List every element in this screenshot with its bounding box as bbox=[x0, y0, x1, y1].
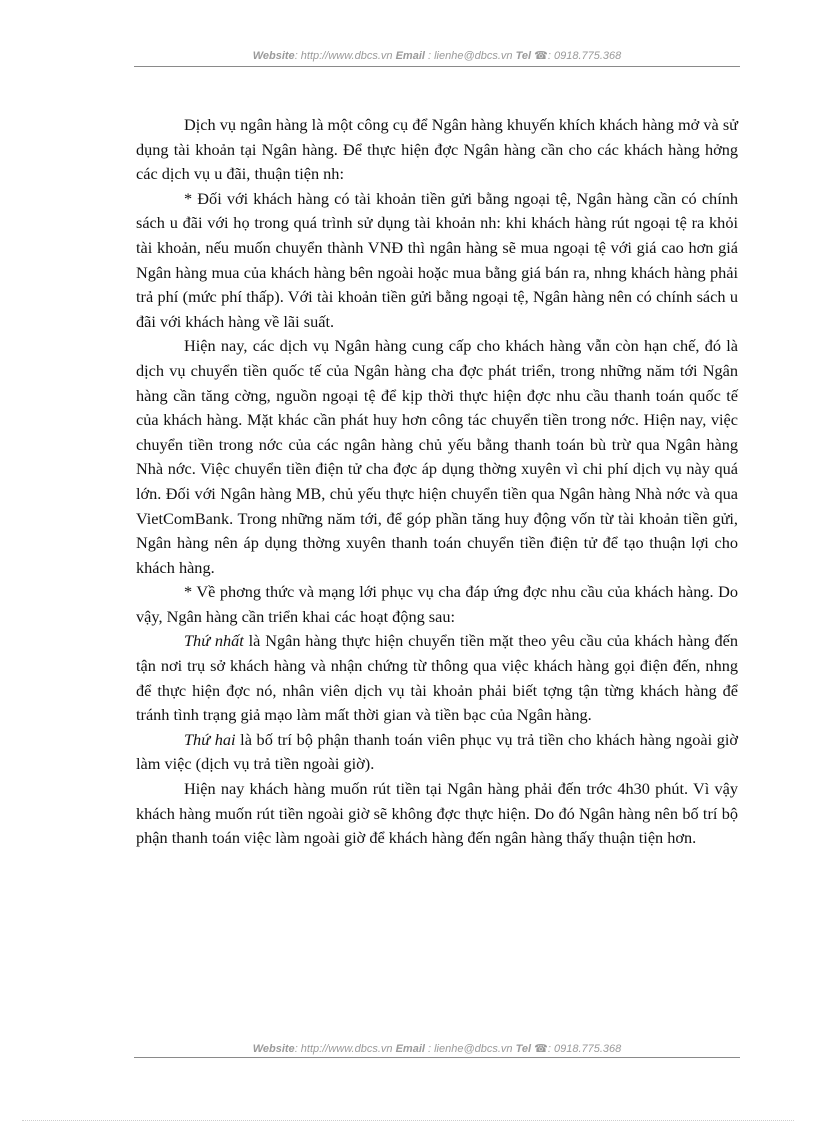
paragraph-current-services: Hiện nay, các dịch vụ Ngân hàng cung cấp cho khách hàng vẫn còn hạn chế, đó là dịch vụ chuyển tiền quốc tế của Ngân hàng cha đợc phát triển, trong những năm tới Ngân hàng cần tăng cờng, nguồn ngoại tệ để kịp thời thực hiện đợc nhu cầu thanh toán quốc tế của khách hàng. Mặt khác cần phát huy hơn công tác chuyển tiền trong nớc. Hiện nay, việc chuyển tiền trong nớc của các ngân hàng chủ yếu bằng thanh toán bù trừ qua Ngân hàng Nhà nớc. Việc chuyển tiền điện tử cha đợc áp dụng thờng xuyên vì chi phí dịch vụ này quá lớn. Đối với Ngân hàng MB, chủ yếu thực hiện chuyển tiền qua Ngân hàng Nhà nớc và qua VietComBank. Trong những năm tới, để góp phần tăng huy động vốn từ tài khoản tiền gửi, Ngân hàng nên áp dụng thờng xuyên thanh toán chuyển tiền điện tử để tạo thuận lợi cho khách hàng. bbox=[136, 336, 738, 577]
paragraph-first-point bbox=[136, 629, 738, 727]
paragraph-intro: Dịch vụ ngân hàng là một công cụ để Ngân hàng khuyến khích khách hàng mở và sử dụng tài khoản tại Ngân hàng. Để thực hiện đợc Ngân hàng cần cho các khách hàng hởng các dịch vụ u đãi, thuận tiện nh: bbox=[136, 115, 738, 184]
header-divider bbox=[134, 66, 740, 67]
first-point-lead: Thứ nhất bbox=[184, 631, 244, 651]
page-footer bbox=[134, 1042, 740, 1056]
footer-email-value: : lienhe@dbcs.vn bbox=[428, 1043, 513, 1055]
second-point-lead: Thứ hai bbox=[184, 729, 236, 749]
second-point-text: là bố trí bộ phận thanh toán viên phục vụ trả tiền cho khách hàng ngoài giờ làm việc (dịch vụ trả tiền ngoài giờ). bbox=[136, 729, 739, 774]
footer-tel-label: Tel bbox=[515, 1043, 532, 1055]
page-header bbox=[134, 49, 740, 63]
header-website-value: : http://www.dbcs.vn bbox=[294, 50, 393, 62]
paragraph-withdrawal: Hiện nay khách hàng muốn rút tiền tại Ngân hàng phải đến trớc 4h30 phút. Vì vậy khách hàng muốn rút tiền ngoài giờ sẽ không đợc thực hiện. Do đó Ngân hàng nên bố trí bộ phận thanh toán việc làm ngoài giờ để khách hàng đến ngân hàng thấy thuận tiện hơn. bbox=[136, 779, 738, 848]
page-bottom-edge bbox=[22, 1120, 794, 1121]
paragraph-foreign-currency: * Đối với khách hàng có tài khoản tiền gửi bằng ngoại tệ, Ngân hàng cần có chính sách u đãi với họ trong quá trình sử dụng tài khoản nh: khi khách hàng rút ngoại tệ ra khỏi tài khoản, nếu muốn chuyển thành VNĐ thì ngân hàng sẽ mua ngoại tệ với giá cao hơn giá Ngân hàng mua của khách hàng bên ngoài hoặc mua bằng giá bán ra, nhng khách hàng phải trả phí (mức phí thấp). Với tài khoản tiền gửi bằng ngoại tệ, Ngân hàng nên có chính sách u đãi với khách hàng về lãi suất. bbox=[136, 188, 738, 331]
first-point-text: là Ngân hàng thực hiện chuyển tiền mặt theo yêu cầu của khách hàng đến tận nơi trụ sở khách hàng và nhận chứng từ thông qua việc khách hàng gọi điện đến, nhng để thực hiện đợc nó, nhân viên dịch vụ tài khoản phải biết tợng tận từng khách hàng để tránh tình trạng giả mạo làm mất thời gian và tiền bạc của Ngân hàng. bbox=[136, 631, 738, 725]
header-website-label: Website bbox=[252, 50, 295, 62]
paragraph-network: * Về phơng thức và mạng lới phục vụ cha đáp ứng đợc nhu cầu của khách hàng. Do vậy, Ngân hàng cần triển khai các hoạt động sau: bbox=[136, 582, 738, 626]
header-tel-label: Tel bbox=[515, 50, 532, 62]
footer-website-label: Website bbox=[252, 1043, 295, 1055]
footer-email-label: Email bbox=[395, 1043, 425, 1055]
footer-website-value: : http://www.dbcs.vn bbox=[294, 1043, 393, 1055]
document-body bbox=[136, 113, 738, 851]
phone-icon: ☎ bbox=[534, 1043, 548, 1055]
header-email-value: : lienhe@dbcs.vn bbox=[428, 50, 513, 62]
header-email-label: Email bbox=[395, 50, 425, 62]
footer-divider bbox=[134, 1057, 740, 1058]
phone-icon: ☎ bbox=[534, 50, 548, 62]
paragraph-second-point bbox=[136, 728, 738, 777]
header-tel-value: : 0918.775.368 bbox=[547, 50, 622, 62]
footer-tel-value: : 0918.775.368 bbox=[547, 1043, 622, 1055]
